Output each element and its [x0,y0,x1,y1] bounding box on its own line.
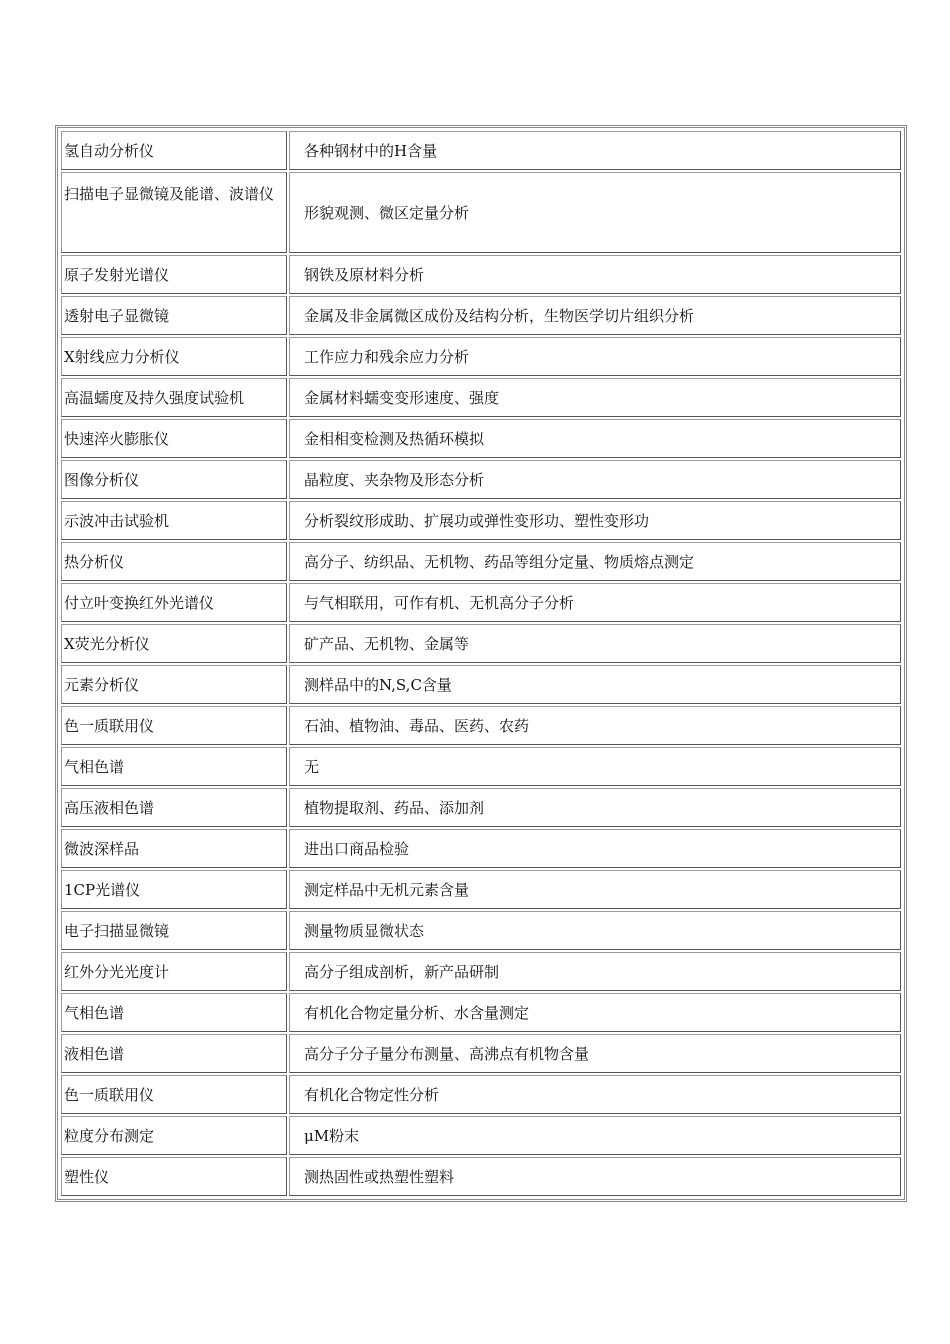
instrument-name-cell: 原子发射光谱仪 [61,255,287,294]
application-cell: 测样品中的N,S,C含量 [289,665,901,704]
instrument-name-cell: 快速淬火膨胀仪 [61,419,287,458]
table-row [61,1034,901,1073]
table-row [61,460,901,499]
application-cell: 石油、植物油、毒品、医药、农药 [289,706,901,745]
application-cell: 金属及非金属微区成份及结构分析，生物医学切片组织分析 [289,296,901,335]
application-cell: 植物提取剂、药品、添加剂 [289,788,901,827]
table-row [61,255,901,294]
instrument-name-cell: 元素分析仪 [61,665,287,704]
application-cell: 各种钢材中的H含量 [289,131,901,170]
application-cell: 高分子组成剖析，新产品研制 [289,952,901,991]
application-cell: 金属材料蠕变变形速度、强度 [289,378,901,417]
table-row [61,870,901,909]
application-cell: μM粉末 [289,1116,901,1155]
application-cell: 进出口商品检验 [289,829,901,868]
instrument-name-cell: 电子扫描显微镜 [61,911,287,950]
table-row [61,993,901,1032]
instrument-name-cell: 红外分光光度计 [61,952,287,991]
table-row [61,1116,901,1155]
application-cell: 钢铁及原材料分析 [289,255,901,294]
application-cell: 测热固性或热塑性塑料 [289,1157,901,1196]
instrument-name-cell: 扫描电子显微镜及能谱、波谱仪 [61,172,287,253]
instrument-name-cell: 粒度分布测定 [61,1116,287,1155]
table-row [61,788,901,827]
table-row [61,172,901,253]
instrument-name-cell: 1CP光谱仪 [61,870,287,909]
application-cell: 测定样品中无机元素含量 [289,870,901,909]
instrument-name-cell: 气相色谱 [61,993,287,1032]
application-cell: 有机化合物定量分析、水含量测定 [289,993,901,1032]
table-row [61,501,901,540]
instrument-name-cell: 高温蠕度及持久强度试验机 [61,378,287,417]
instrument-name-cell: 液相色谱 [61,1034,287,1073]
application-cell: 矿产品、无机物、金属等 [289,624,901,663]
instrument-name-cell: 透射电子显微镜 [61,296,287,335]
table-row [61,1075,901,1114]
table-row [61,706,901,745]
table-row [61,131,901,170]
table-row [61,1157,901,1196]
instrument-name-cell: 微波深样品 [61,829,287,868]
application-cell: 金相相变检测及热循环模拟 [289,419,901,458]
table-row [61,747,901,786]
table-row [61,665,901,704]
instrument-name-cell: 塑性仪 [61,1157,287,1196]
application-cell: 分析裂纹形成助、扩展功或弹性变形功、塑性变形功 [289,501,901,540]
table-row [61,419,901,458]
table-row [61,583,901,622]
table-row [61,296,901,335]
application-cell: 与气相联用，可作有机、无机高分子分析 [289,583,901,622]
table-row [61,378,901,417]
table-row [61,911,901,950]
instrument-name-cell: 高压液相色谱 [61,788,287,827]
instrument-name-cell: X荧光分析仪 [61,624,287,663]
instrument-name-cell: 色一质联用仪 [61,706,287,745]
instrument-name-cell: 氢自动分析仪 [61,131,287,170]
application-cell: 测量物质显微状态 [289,911,901,950]
application-cell: 高分子、纺织品、无机物、药品等组分定量、物质熔点测定 [289,542,901,581]
instrument-table [59,129,903,1198]
table-row [61,829,901,868]
application-cell: 有机化合物定性分析 [289,1075,901,1114]
table-row [61,952,901,991]
table-row [61,542,901,581]
application-cell: 形貌观测、微区定量分析 [289,172,901,253]
instrument-name-cell: 色一质联用仪 [61,1075,287,1114]
table-row [61,624,901,663]
application-cell: 高分子分子量分布测量、高沸点有机物含量 [289,1034,901,1073]
instrument-name-cell: 图像分析仪 [61,460,287,499]
instrument-name-cell: 热分析仪 [61,542,287,581]
application-cell: 晶粒度、夹杂物及形态分析 [289,460,901,499]
instrument-name-cell: 气相色谱 [61,747,287,786]
application-cell: 无 [289,747,901,786]
instrument-name-cell: X射线应力分析仪 [61,337,287,376]
instrument-name-cell: 付立叶变换红外光谱仪 [61,583,287,622]
instrument-table-frame [55,125,907,1202]
table-row [61,337,901,376]
instrument-name-cell: 示波冲击试验机 [61,501,287,540]
application-cell: 工作应力和残余应力分析 [289,337,901,376]
